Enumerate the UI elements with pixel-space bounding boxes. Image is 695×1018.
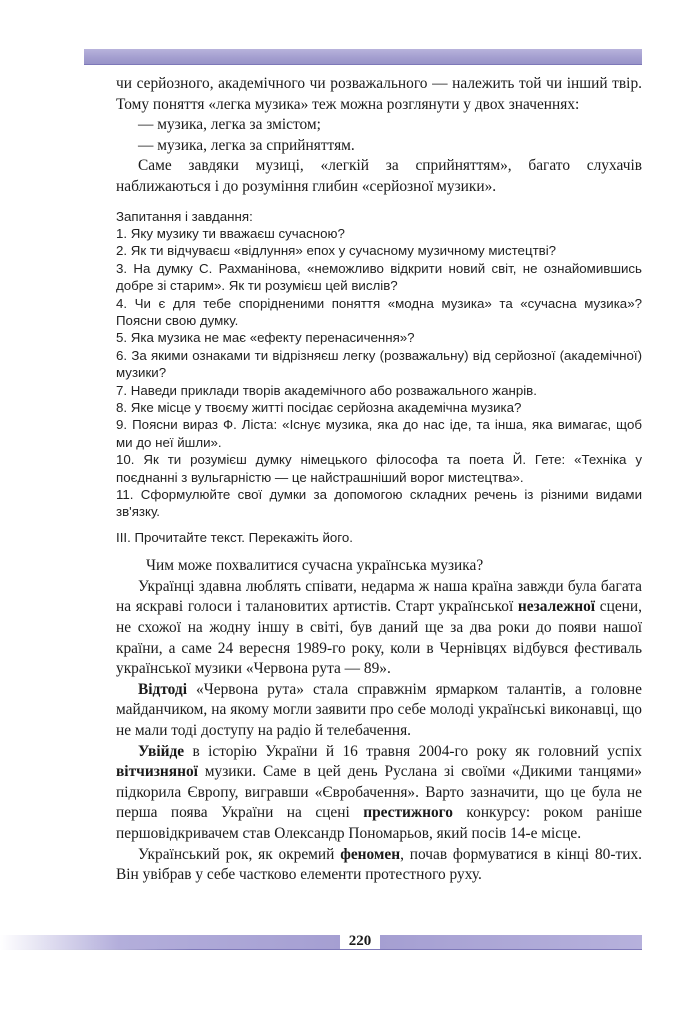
question-item: 9. Поясни вираз Ф. Ліста: «Існує музика, яка до нас іде, та інша, яка вимагає, щоб ми до неї йшли». (116, 417, 642, 450)
questions-block (116, 208, 642, 521)
intro-paragraph: чи серйозного, академічного чи розважального — належить той чи інший твір. Тому поняття «легка музика» теж можна розглянути у двох значеннях: (116, 75, 642, 113)
question-item: 1. Яку музику ти вважаєш сучасною? (116, 225, 345, 241)
reading-text-span: сцени, не схожої на жодну іншу в світі, був даний ще за два роки до появи нашої країни, а саме 24 вересня 1989-го року, коли в Чернівцях відбувся фестиваль української музики «Червона рута — 89». (116, 598, 642, 678)
footer-decor-band (0, 935, 340, 949)
reading-keyword: Увійде (138, 742, 185, 760)
question-item: 4. Чи є для тебе спорідненими поняття «модна музика» та «сучасна музика»? Поясни свою думку. (116, 295, 642, 328)
reading-text-span: конкурсу: роком раніше першовідкривачем став Олександр Пономарьов, який посів 14-е місце. (116, 804, 642, 842)
reading-text-span: «Червона рута» стала справжнім ярмарком талантів, а головне майданчиком, на якому могли заявити про себе молоді українські виконавці, що не мали тоді доступу на радіо й телебачення. (116, 680, 642, 740)
reading-keyword: престижного (363, 804, 453, 822)
footer-decor-band (380, 935, 642, 949)
question-item: 8. Яке місце у твоєму житті посідає серйозна академічна музика? (116, 400, 522, 416)
header-rule (84, 64, 642, 65)
task-three-instruction: ІІІ. Прочитайте текст. Перекажіть його. (116, 529, 353, 545)
reading-text-span: в історію України й 16 травня 2004-го року як головний успіх (184, 742, 642, 760)
reading-keyword: Відтоді (138, 680, 187, 698)
questions-heading: Запитання і завдання: (116, 208, 253, 224)
reading-keyword: феномен (340, 845, 401, 863)
reading-title: Чим може похвалитися сучасна українська музика? (146, 557, 484, 575)
reading-keyword: вітчизняної (116, 763, 198, 781)
reading-text (116, 556, 642, 886)
reading-paragraph (116, 742, 642, 845)
reading-text-span: Український рок, як окремий (138, 845, 341, 863)
question-item: 7. Наведи приклади творів академічного або розважального жанрів. (116, 382, 537, 398)
intro-paragraph: Саме завдяки музиці, «легкій за сприйняттям», багато слухачів наближаються і до розуміння глибин «серйозної музики». (116, 157, 642, 195)
reading-paragraph (116, 845, 642, 886)
reading-paragraph (116, 680, 642, 742)
question-item: 3. На думку С. Рахманінова, «неможливо відкрити новий світ, не ознайомившись добре зі старим». Як ти розумієш цей вислів? (116, 260, 642, 294)
question-item: 11. Сформулюйте свої думки за допомогою складних речень із різними видами зв'язку. (116, 487, 642, 520)
header-decor-band (84, 49, 642, 64)
reading-keyword: незалежної (517, 598, 596, 616)
reading-text-span: Українці здавна люблять співати, недарма ж наша країна завжди була багата на яскраві голоси і талановитих артистів. Старт української (116, 577, 642, 616)
footer-rule (0, 949, 642, 950)
question-item: 10. Як ти розумієш думку німецького філософа та поета Й. Гете: «Техніка у поєднанні з вульгарністю — це найстрашніший ворог мистецтва». (116, 452, 642, 485)
intro-list-item: — музика, легка за змістом; (138, 116, 321, 134)
reading-paragraph (116, 577, 642, 680)
question-item: 2. Як ти відчуваєш «відлуння» епох у сучасному музичному мистецтві? (116, 243, 557, 259)
question-item: 6. За якими ознаками ти відрізняєш легку (розважальну) від серйозної (академічної) музики? (116, 347, 642, 381)
question-item: 5. Яка музика не має «ефекту перенасичення»? (116, 330, 415, 346)
reading-text-span: , почав формуватися в кінці 80-тих. Він увібрав у себе частково елементи протестного руху. (116, 845, 642, 884)
page-content (116, 74, 642, 886)
page-number: 220 (348, 933, 372, 949)
reading-text-span: музики. Саме в цей день Руслана зі своїми «Дикими танцями» підкорила Європу, вигравши «Євробачення». Варто зазначити, що це була не перша поява України на сцені (116, 763, 642, 822)
intro-list-item: — музика, легка за сприйняттям. (138, 136, 355, 154)
